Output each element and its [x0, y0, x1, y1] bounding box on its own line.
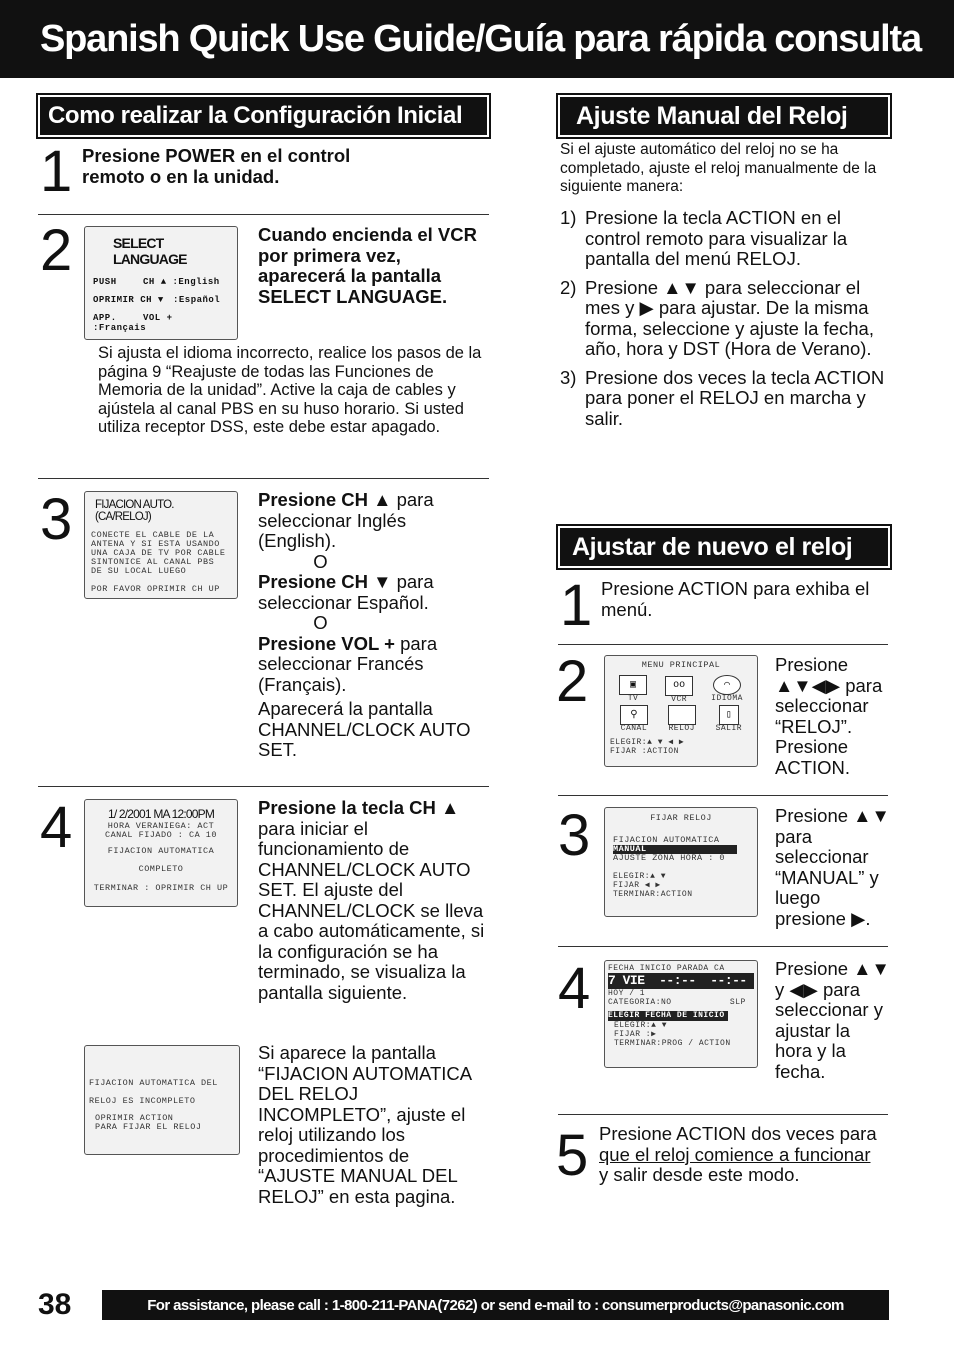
screen-footer: ELEGIR:▲ ▼ [614, 1021, 668, 1030]
screen-line: HOY / 1 [608, 989, 646, 998]
screen-hint: ELEGIR FECHA DE INICIO [608, 1011, 728, 1021]
screen-line: DE SU LOCAL LUEGO [91, 566, 187, 576]
list-item [560, 208, 890, 270]
menu-label: RELOJ [668, 723, 695, 733]
exit-icon: ▯ [719, 705, 739, 725]
instruction-text: para seleccionar Español. [258, 571, 434, 613]
instruction-underlined: que el reloj comience a funcionar [599, 1143, 871, 1165]
instruction-text: Presione ACTION dos veces para [599, 1123, 877, 1144]
section-heading-reset-clock [560, 528, 888, 566]
instruction-text: Aparecerá la pantalla CHANNEL/CLOCK AUTO SET. [258, 698, 471, 760]
divider [558, 1114, 888, 1115]
assistance-footer [102, 1290, 889, 1320]
step-text: Presione ▲▼ y ◀▶ para seleccionar y ajustar la hora y la fecha. [775, 958, 890, 1082]
or-separator: O [313, 612, 328, 633]
screen-value: VOL + :Français [93, 313, 173, 333]
or-separator: O [313, 550, 328, 572]
screen-line: CATEGORIA:NO SLP [608, 998, 746, 1007]
list-item-number: 2) [560, 276, 577, 298]
screen-value: CH ▲ :English [143, 277, 220, 287]
tv-icon: ▣ [619, 675, 647, 695]
screen-title: SELECT LANGUAGE [113, 235, 187, 267]
list-item-number: 1) [560, 207, 577, 228]
list-item-number: 3) [560, 366, 577, 388]
date-time-set-screen [604, 960, 776, 1068]
instruction-text: para seleccionar Inglés (English). [258, 489, 434, 551]
section-heading-initial-setup [40, 97, 487, 135]
list-item-text: Presione la tecla ACTION en el control remoto para visualizar la pantalla del menú RELOJ. [585, 207, 848, 269]
divider [558, 795, 888, 796]
select-language-screen [84, 226, 238, 340]
step-number: 4 [40, 795, 73, 860]
instruction-bold: Presione la tecla CH ▲ [258, 797, 460, 818]
divider [38, 214, 489, 215]
screen-header: FECHA INICIO PARADA CA [608, 964, 725, 973]
intro-text: Si el ajuste automático del reloj no se ha completado, ajuste el reloj manualmente de la siguiente manera: [560, 141, 877, 195]
screen-footer: ELEGIR:▲ ▼ ◀ ▶ [610, 737, 685, 747]
instruction-bold: Presione VOL + [258, 632, 395, 654]
divider [38, 478, 489, 479]
instruction-bold: Presione CH ▼ [258, 571, 392, 592]
clock-icon: ◷ [668, 705, 696, 725]
screen-line: RELOJ ES INCOMPLETO [89, 1096, 196, 1106]
instruction-bold: Presione CH ▲ [258, 489, 392, 510]
list-item [560, 368, 890, 430]
instruction-text: para seleccionar Francés (Français). [258, 632, 438, 695]
screen-line: FIJACION AUTOMATICA DEL [89, 1078, 218, 1088]
screen-line: UNA CAJA DE TV POR CABLE [91, 548, 226, 558]
step-number: 2 [40, 218, 73, 283]
step-number: 3 [558, 803, 591, 868]
screen-line: ANTENA Y SI ESTA USANDO [91, 539, 220, 549]
vcr-icon: oo [665, 676, 693, 696]
section-heading-text: Ajuste Manual del Reloj [576, 101, 848, 130]
menu-item-canal [620, 704, 648, 733]
list-item-text: Presione dos veces la tecla ACTION para poner el RELOJ en marcha y salir. [585, 366, 885, 429]
section-heading-manual-clock [560, 97, 888, 135]
step-text: Presione ACTION para exhiba el menú. [601, 578, 870, 620]
instruction-text: para iniciar el funcionamiento de CHANNEL/CLOCK AUTO SET. El ajuste del CHANNEL/CLOCK se lleva a cabo automáticamente, si la configuración se ha terminado, se visualiza la pantalla siguiente. [258, 817, 485, 1003]
screen-line: OPRIMIR ACTION [95, 1113, 174, 1123]
step-3-text [258, 490, 478, 761]
menu-item-vcr [665, 674, 693, 704]
page-title: Spanish Quick Use Guide/Guía para rápida consulta [40, 17, 921, 60]
speech-icon: ⌒ [713, 675, 741, 695]
divider [558, 946, 888, 947]
menu-item-idioma [711, 674, 743, 704]
screen-label: APP. [93, 313, 117, 323]
screen-title: MENU PRINCIPAL [641, 660, 721, 670]
screen-footer: ELEGIR:▲ ▼ [613, 872, 667, 881]
divider [558, 644, 888, 645]
screen-footer: TERMINAR : OPRIMIR CH UP [93, 883, 229, 893]
step-number: 3 [40, 487, 73, 552]
main-menu-screen [604, 655, 758, 767]
clock-set-screen [604, 807, 758, 917]
auto-set-screen [84, 491, 238, 599]
screen-label: PUSH [93, 277, 117, 287]
screen-label: OPRIMIR CH ▼ [93, 295, 164, 305]
step-number: 1 [40, 139, 73, 204]
step-4-text [258, 798, 490, 1003]
step-number: 2 [556, 649, 589, 714]
menu-icon-row [610, 704, 752, 733]
screen-footer: TERMINAR:PROG / ACTION [614, 1039, 731, 1048]
menu-label: TV [627, 694, 639, 703]
screen-footer: FIJAR ◀ ▶ [613, 881, 661, 890]
screen-title: FIJAR RELOJ [650, 813, 712, 823]
instruction-text: y salir desde este modo. [599, 1164, 800, 1185]
page-title-bar [0, 0, 954, 78]
menu-label: CANAL [620, 723, 648, 733]
step-number: 1 [560, 573, 593, 638]
menu-item-tv [619, 674, 647, 704]
screen-line: SINTONICE AL CANAL PBS [91, 557, 215, 567]
step-number: 5 [556, 1123, 589, 1188]
auto-set-incomplete-screen [84, 1045, 240, 1155]
screen-line: AJUSTE ZONA HORA : 0 [613, 853, 726, 863]
menu-label: VCR [671, 694, 688, 704]
page-number: 38 [38, 1288, 72, 1321]
step-text: Si aparece la pantalla “FIJACION AUTOMATICA DEL RELOJ INCOMPLETO”, ajuste el reloj utilizando los procedimientos de “AJUSTE MANUAL DEL RELOJ” en esta pagina. [258, 1042, 472, 1207]
antenna-icon: ⚲ [620, 705, 648, 725]
screen-line: CANAL FIJADO : CA 10 [104, 830, 218, 840]
screen-line: HORA VERANIEGA: ACT [107, 821, 215, 831]
menu-item-salir [716, 704, 743, 733]
screen-line: CONECTE EL CABLE DE LA [91, 530, 215, 540]
screen-footer: POR FAVOR OPRIMIR CH UP [91, 584, 220, 594]
step-text: Presione POWER en el control remoto o en la unidad. [82, 145, 351, 187]
screen-time: 1/ 2/2001 MA 12:00PM [107, 807, 215, 821]
screen-footer: FIJAR :▶ [614, 1030, 657, 1039]
divider [38, 786, 489, 787]
screen-footer: TERMINAR:ACTION [613, 890, 693, 899]
manual-steps-list [560, 208, 890, 429]
auto-set-complete-screen [84, 799, 238, 907]
assistance-text: For assistance, please call : 1-800-211-PANA(7262) or send e-mail to : consumerproducts@panasonic.com [147, 1296, 844, 1314]
screen-line: PARA FIJAR EL RELOJ [95, 1122, 202, 1132]
menu-label: SALIR [715, 723, 743, 733]
list-item-text: Presione ▲▼ para seleccionar el mes y ▶ para ajustar. De la misma forma, seleccione y ajuste la fecha, año, hora y DST (Hora de Verano). [585, 276, 874, 359]
screen-line-selected: MANUAL [613, 845, 737, 854]
section-heading-text: Como realizar la Configuración Inicial [48, 102, 463, 129]
menu-item-reloj [668, 704, 696, 733]
step-text: Cuando encienda el VCR por primera vez, aparecerá la pantalla SELECT LANGUAGE. [258, 224, 477, 307]
screen-line: FIJACION AUTOMATICA [107, 846, 215, 856]
screen-value: :Español [173, 295, 221, 305]
menu-label: IDIOMA [711, 694, 743, 703]
step-note: Si ajusta el idioma incorrecto, realice los pasos de la página 9 “Reajuste de todas las Funciones de Memoria de la unidad”. Active la caja de cables y ajústela al canal PBS en su huso horario. Si usted utiliza receptor DSS, este debe estar apagado. [98, 344, 482, 436]
section-heading-text: Ajustar de nuevo el reloj [572, 532, 853, 561]
menu-icon-row [610, 674, 752, 704]
step-number: 4 [558, 956, 591, 1021]
screen-footer: FIJAR :ACTION [610, 746, 679, 756]
step-text: Presione ▲▼◀▶ para seleccionar “RELOJ”. Presione ACTION. [775, 654, 883, 778]
screen-title: FIJACION AUTO. (CA/RELOJ) [95, 499, 174, 523]
screen-line: FIJACION AUTOMATICA [613, 835, 720, 845]
list-item [560, 278, 890, 360]
step-5-text [599, 1124, 879, 1186]
screen-line: COMPLETO [138, 864, 184, 874]
screen-selected-row: 7 VIE --:-- --:-- -- [608, 973, 776, 988]
step-text: Presione ▲▼ para seleccionar “MANUAL” y luego presione ▶. [775, 805, 890, 929]
